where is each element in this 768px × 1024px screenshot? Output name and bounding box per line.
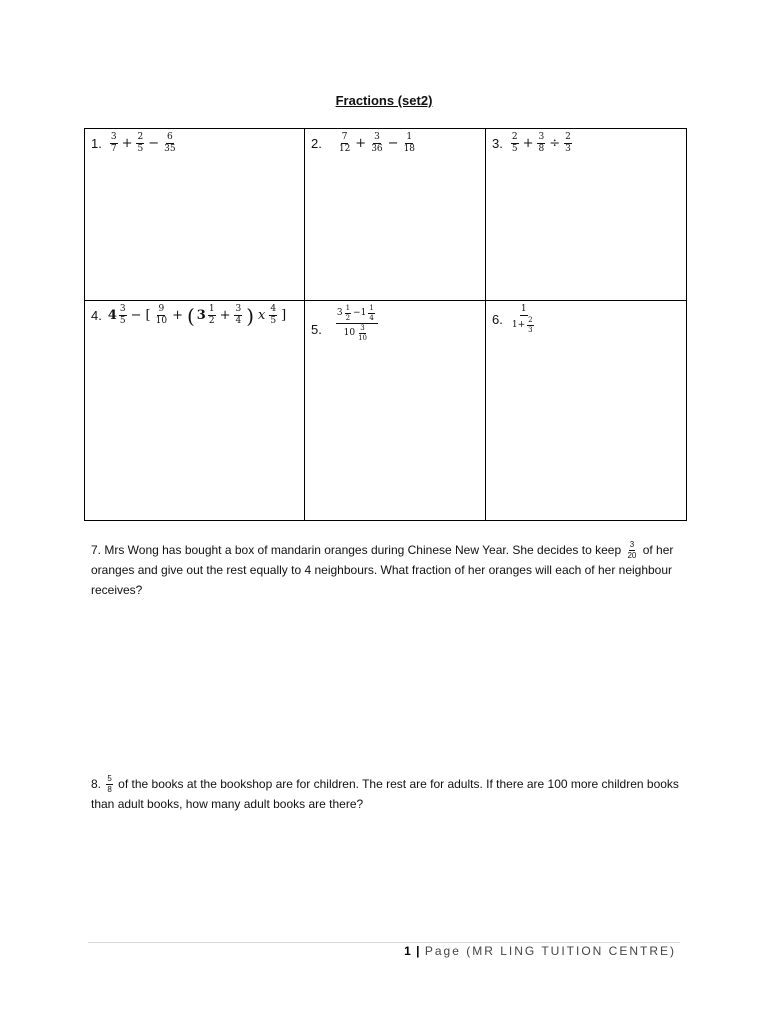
problem-5-expression: 3 $\frac{1}{2}$ − 1 $\frac{1}{4}$ 10 $\frac{3}{10}$ — [334, 305, 380, 342]
problem-3-expression: $\frac{2}{5}$ + $\frac{3}{8}$ ÷ $\frac{2}{3}$ — [511, 132, 571, 154]
page-footer — [404, 944, 676, 958]
problem-3-number: 3. — [492, 136, 503, 151]
problem-4-expression: 4 $\frac{3}{5}$ − [ $\frac{9}{10}$ + ( 3 $\frac{1}{2}$ + $\frac{3}{4}$ ) x $\frac{4}{5}$ ] — [107, 303, 287, 328]
problem-4-number: 4. — [91, 308, 102, 323]
problem-6-number: 6. — [492, 312, 503, 327]
problem-1-number: 1. — [91, 136, 102, 151]
problem-grid — [84, 128, 687, 521]
footer-text: Page (MR LING TUITION CENTRE) — [424, 944, 676, 958]
problem-2-number: 2. — [311, 136, 322, 151]
problem-1-cell — [85, 129, 305, 301]
problem-3-cell — [486, 129, 687, 301]
problem-2-cell — [305, 129, 486, 301]
problem-6-cell — [486, 301, 687, 521]
page-number: 1 — [404, 944, 411, 958]
question-7: 7. Mrs Wong has bought a box of mandarin oranges during Chinese New Year. She decides to keep $\frac{3}{20}$ of her oranges and give out the rest equally to 4 neighbours. What fraction of her oranges will each of her neighbour receives? — [91, 540, 674, 598]
question-8-fraction: $\frac{5}{8}$ — [107, 774, 112, 795]
problem-2-expression: $\frac{7}{12}$ + $\frac{3}{36}$ − $\frac{1}{18}$ — [338, 132, 416, 154]
worksheet-title: Fractions (set2) — [335, 93, 433, 108]
footer-divider — [88, 942, 680, 943]
problem-6-expression: 1 1 + $\frac{2}{3}$ — [511, 304, 533, 334]
question-7-fraction: $\frac{3}{20}$ — [627, 540, 637, 561]
problem-4-cell — [85, 301, 305, 521]
problem-1-expression: $\frac{3}{7}$ + $\frac{2}{5}$ − $\frac{6}{35}$ — [110, 132, 176, 154]
problem-5-number: 5. — [311, 322, 322, 337]
question-8: 8. $\frac{5}{8}$ of the books at the bookshop are for children. The rest are for adults. If there are 100 more children books than adult books, how many adult books are there? — [91, 774, 679, 812]
problem-5-cell — [305, 301, 486, 521]
footer-separator: | — [416, 944, 420, 958]
